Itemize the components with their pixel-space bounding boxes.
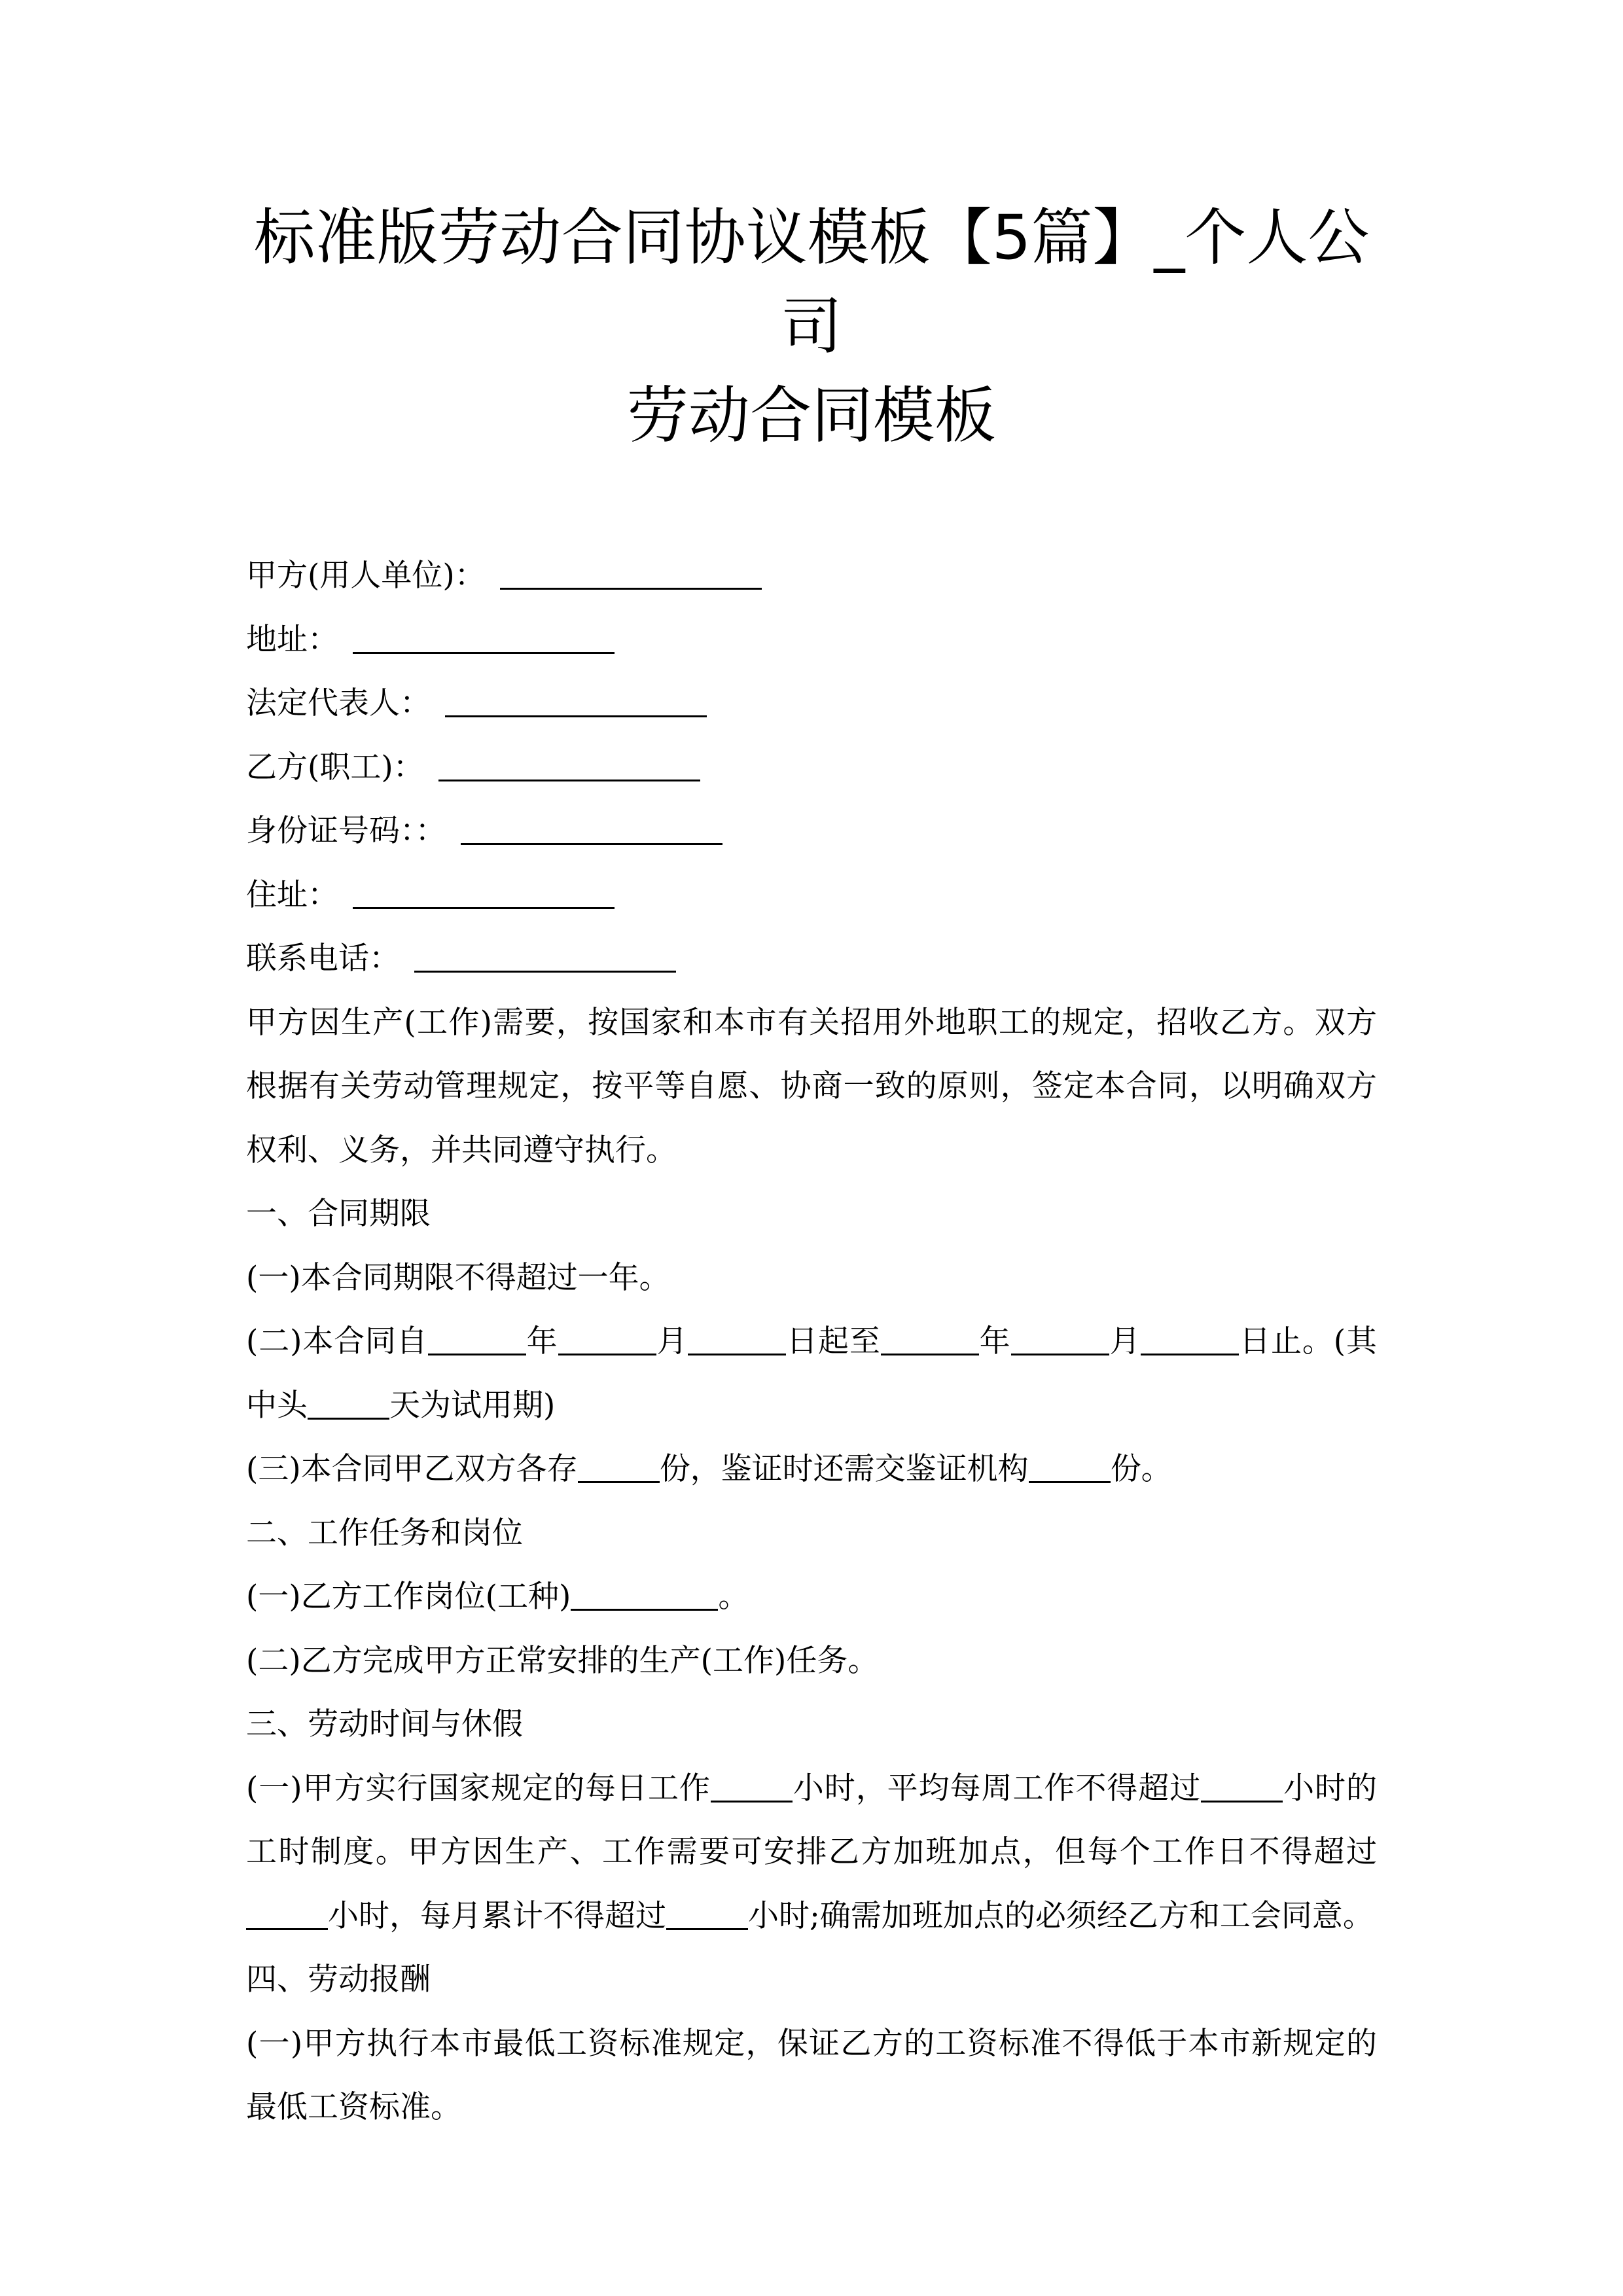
clause-copies — [246, 1437, 1377, 1501]
field-label: 甲方(用人单位)： — [246, 558, 486, 594]
field-residence — [246, 863, 1377, 927]
fill-blank[interactable] — [353, 651, 615, 654]
fill-blank-daily-hours[interactable] — [711, 1800, 793, 1803]
clause: (一)甲方执行本市最低工资标准规定，保证乙方的工资标准不得低于本市新规定的最低工资标准。 — [246, 2025, 1377, 2125]
clause-text: 月 — [1109, 1323, 1141, 1359]
fill-blank-weekly-hours[interactable] — [1201, 1800, 1283, 1803]
clause-text: 天为试用期) — [389, 1387, 556, 1424]
clause-text: 小时的工时制度。甲方因生产、工作需要可安排乙方加班加点，但每个工作日不得超过 — [246, 1770, 1378, 1870]
fill-blank[interactable] — [353, 906, 615, 909]
field-label: 地址： — [246, 621, 338, 658]
fill-blank[interactable] — [500, 587, 762, 590]
field-label: 联系电话： — [246, 941, 400, 977]
fill-blank[interactable] — [438, 779, 700, 781]
clause-text: (一)乙方工作岗位(工种) — [246, 1579, 571, 1615]
fill-blank-end-year[interactable] — [881, 1353, 979, 1355]
clause-text: 年 — [978, 1323, 1011, 1359]
document-body — [246, 544, 1377, 2140]
field-party-b — [246, 736, 1377, 800]
clause-job-position — [246, 1565, 1377, 1629]
fill-blank-start-year[interactable] — [428, 1353, 526, 1355]
fill-blank-end-day[interactable] — [1141, 1353, 1239, 1355]
clause-text: (三)本合同甲乙双方各存 — [246, 1451, 578, 1487]
field-label: 法定代表人： — [246, 685, 431, 721]
clause-text: 。 — [718, 1579, 749, 1615]
fill-blank-probation-days[interactable] — [308, 1417, 389, 1420]
preamble-paragraph: 甲方因生产(工作)需要，按国家和本市有关招用外地职工的规定，招收乙方。双方根据有关劳动管理规定，按平等自愿、协商一致的原则，签定本合同，以明确双方权利、义务，并共同遵守执行。 — [246, 1004, 1377, 1168]
fill-blank-end-month[interactable] — [1011, 1353, 1109, 1355]
field-label: 住址： — [246, 876, 338, 913]
fill-blank-job-type[interactable] — [571, 1608, 718, 1611]
field-legal-representative — [246, 672, 1377, 736]
fill-blank-start-day[interactable] — [688, 1353, 786, 1355]
clause-working-hours — [246, 1757, 1377, 1948]
fill-blank[interactable] — [414, 970, 676, 973]
fill-blank-start-month[interactable] — [558, 1353, 656, 1355]
clause-text: 日止。(其中头 — [246, 1323, 1378, 1424]
clause-text: (一)甲方实行国家规定的每日工作 — [246, 1770, 711, 1806]
field-id-number — [246, 799, 1377, 863]
document-title — [246, 0, 1377, 461]
field-party-a — [246, 544, 1377, 608]
section-heading: 二、工作任务和岗位 — [246, 1515, 523, 1551]
clause-text: (二)本合同自 — [246, 1323, 428, 1359]
field-label: 身份证号码：： — [246, 813, 446, 849]
fill-blank-copies-authority[interactable] — [1029, 1480, 1111, 1483]
clause: (二)乙方完成甲方正常安排的生产(工作)任务。 — [246, 1642, 879, 1679]
fill-blank-copies-each[interactable] — [578, 1480, 660, 1483]
fill-blank-daily-overtime[interactable] — [246, 1928, 328, 1930]
field-phone — [246, 927, 1377, 991]
title-line-2: 劳动合同模板 — [626, 380, 996, 452]
field-address — [246, 608, 1377, 672]
clause-contract-term — [246, 1310, 1377, 1437]
clause-text: 份。 — [1110, 1451, 1172, 1487]
clause-text: 年 — [526, 1323, 558, 1359]
clause-text: 小时，平均每周工作不得超过 — [792, 1770, 1202, 1806]
document-page — [246, 0, 1377, 2140]
clause-text: 份，鉴证时还需交鉴证机构 — [659, 1451, 1029, 1487]
clause-text: 月 — [656, 1323, 688, 1359]
fill-blank[interactable] — [445, 715, 707, 717]
clause-text: 日起至 — [786, 1323, 881, 1359]
title-line-1: 标准版劳动合同协议模板【5篇】_个人公司 — [253, 202, 1370, 363]
clause-text: 小时;确需加班加点的必须经乙方和工会同意。 — [748, 1897, 1374, 1934]
section-heading: 四、劳动报酬 — [246, 1962, 431, 1998]
section-heading: 一、合同期限 — [246, 1196, 431, 1232]
section-heading: 三、劳动时间与休假 — [246, 1706, 523, 1742]
fill-blank-monthly-overtime[interactable] — [666, 1928, 748, 1930]
fill-blank[interactable] — [461, 842, 722, 845]
clause-text: 小时，每月累计不得超过 — [328, 1897, 666, 1934]
field-label: 乙方(职工)： — [246, 749, 424, 785]
clause: (一)本合同期限不得超过一年。 — [246, 1259, 670, 1296]
